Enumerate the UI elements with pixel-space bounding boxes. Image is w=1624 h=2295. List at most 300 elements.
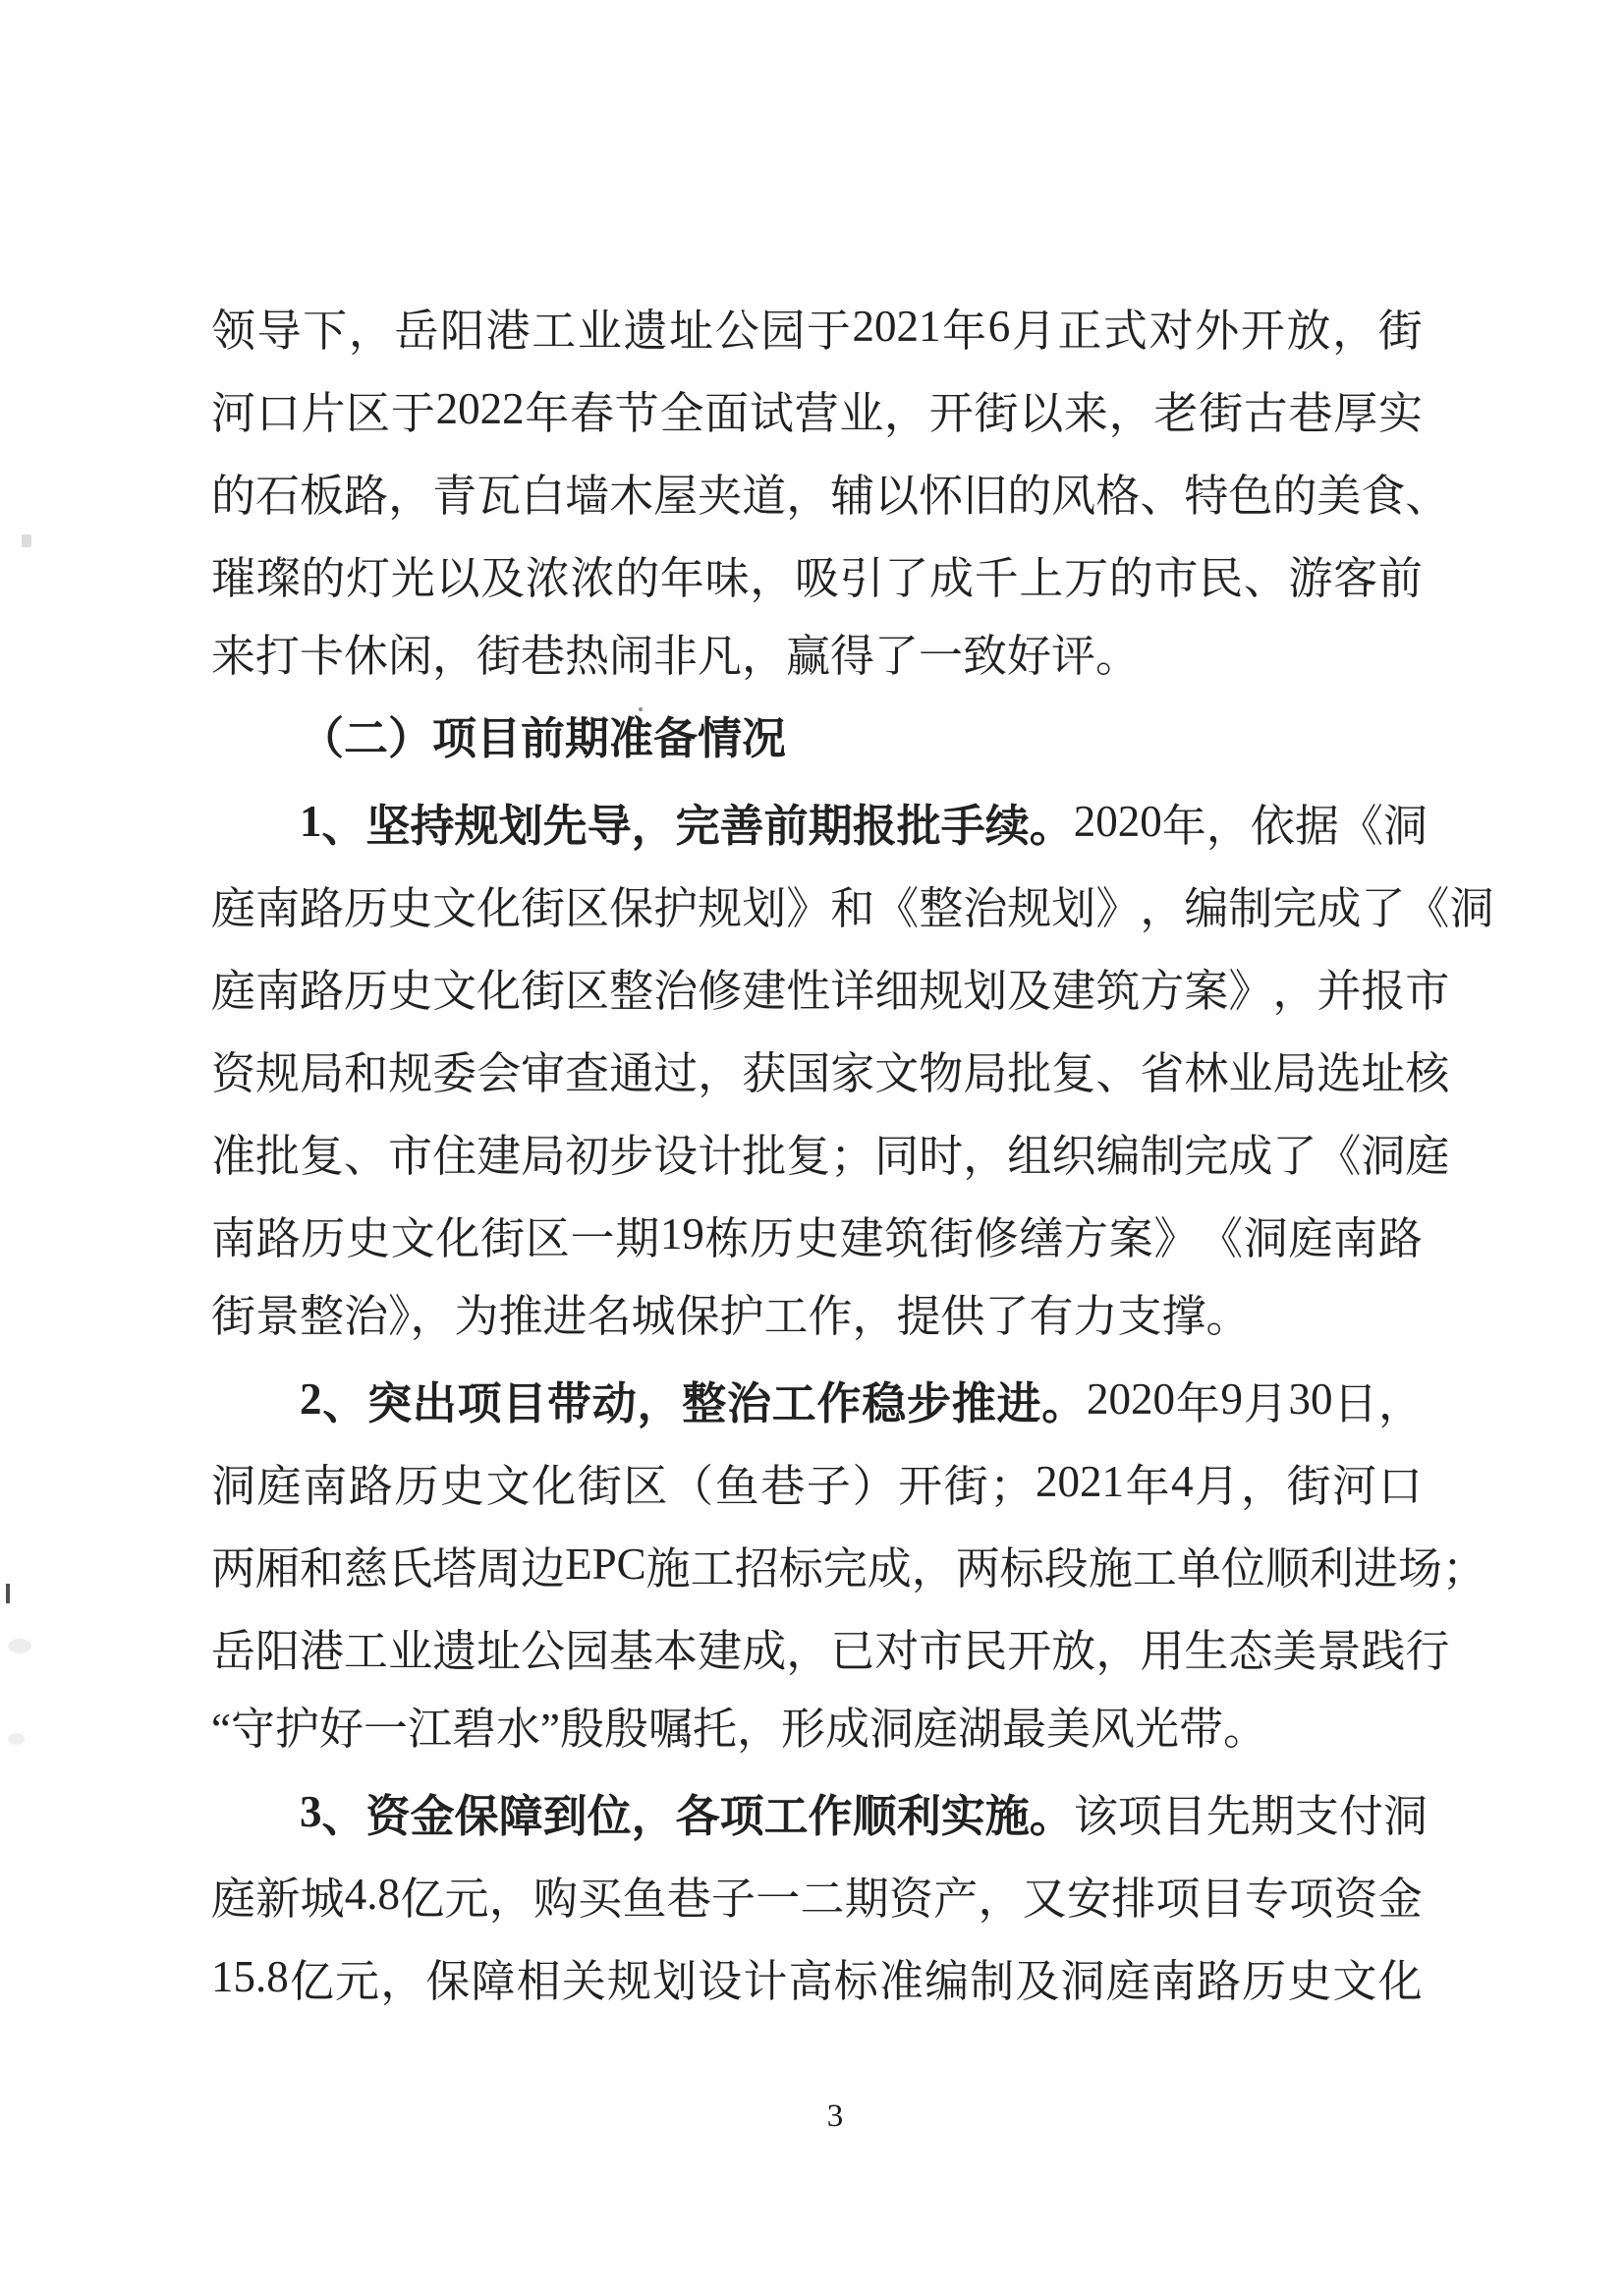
- text-token: 划: [498, 801, 543, 851]
- text-token: 用: [1140, 1626, 1185, 1676]
- document-line: [211, 532, 1423, 615]
- text-token: 栋: [704, 1213, 750, 1263]
- text-token: 践: [1361, 1626, 1406, 1676]
- text-token: 标: [778, 1543, 823, 1594]
- text-segment: 街景整治》，为推进名城保护工作，提供了有力支撑。: [211, 1292, 1251, 1341]
- text-token: 洞: [1382, 801, 1428, 851]
- text-token: 、: [344, 1131, 389, 1181]
- text-token: 阳: [440, 306, 485, 356]
- text-token: 文: [390, 1213, 435, 1263]
- text-token: ，: [963, 1131, 1008, 1181]
- text-token: 路: [348, 1461, 393, 1511]
- text-token: 南: [211, 1213, 256, 1263]
- text-token: 案: [1108, 1213, 1153, 1263]
- text-token: 又: [1022, 1874, 1067, 1924]
- text-token: 。: [1029, 801, 1074, 851]
- text-token: 工: [763, 1791, 809, 1841]
- text-token: 洞: [1361, 1131, 1406, 1181]
- text-token: 施: [645, 1543, 691, 1594]
- document-line: [211, 1523, 1486, 1605]
- text-token: 以: [874, 471, 920, 521]
- text-token: 街: [521, 883, 566, 933]
- text-token: 历: [344, 966, 389, 1016]
- text-token: 南: [255, 883, 301, 933]
- text-token: 据: [1294, 801, 1339, 851]
- text-token: （: [669, 1461, 714, 1511]
- text-token: 月: [1243, 1378, 1288, 1428]
- text-token: 屋: [653, 471, 699, 521]
- text-token: 慈: [344, 1543, 389, 1594]
- text-token: 一: [756, 1874, 801, 1924]
- text-token: 整: [682, 1378, 727, 1428]
- text-token: 局: [963, 1048, 1008, 1098]
- text-token: 付: [1338, 1791, 1383, 1841]
- text-token: 治: [653, 966, 699, 1016]
- text-token: 保: [609, 883, 654, 933]
- document-body: [211, 285, 1494, 2018]
- text-token: 》: [1095, 883, 1141, 933]
- text-token: 年: [659, 553, 704, 603]
- text-token: 支: [1294, 1791, 1339, 1841]
- text-token: 和: [300, 1543, 345, 1594]
- text-token: 新: [255, 1874, 301, 1924]
- text-token: 引: [839, 553, 884, 603]
- text-token: 动: [591, 1378, 637, 1428]
- text-token: 项: [457, 1378, 502, 1428]
- text-token: 护: [653, 883, 699, 933]
- text-token: 厚: [1333, 388, 1378, 438]
- text-token: 、: [1405, 471, 1450, 521]
- text-token: 庭: [1405, 1131, 1450, 1181]
- text-token: 、: [1095, 1048, 1141, 1098]
- text-token: 年: [1161, 801, 1206, 851]
- text-token: 街: [928, 1213, 974, 1263]
- text-token: 老: [1153, 388, 1199, 438]
- text-token: 元: [444, 1874, 489, 1924]
- text-token: 产: [933, 1874, 979, 1924]
- text-token: 准: [878, 1956, 924, 2006]
- text-token: 物: [919, 1048, 964, 1098]
- text-token: 推: [951, 1378, 996, 1428]
- text-token: 并: [1316, 966, 1362, 1016]
- text-token: 方: [1140, 966, 1185, 1016]
- text-token: 板: [300, 471, 345, 521]
- text-token: 《: [1405, 883, 1450, 933]
- text-token: 划: [1051, 883, 1096, 933]
- text-token: 河: [211, 388, 256, 438]
- text-token: 营: [794, 388, 839, 438]
- text-token: 作: [808, 1791, 853, 1841]
- text-token: ，: [911, 1543, 956, 1594]
- text-token: 进: [1353, 1543, 1398, 1594]
- text-token: 组: [1007, 1131, 1052, 1181]
- text-token: 实: [940, 1791, 985, 1841]
- text-token: 招: [734, 1543, 779, 1594]
- text-token: 目: [1200, 1874, 1245, 1924]
- text-token: 青: [432, 471, 477, 521]
- text-token: 业: [1228, 1048, 1273, 1098]
- text-token: 化: [476, 966, 522, 1016]
- text-token: 设: [653, 1131, 699, 1181]
- text-token: ，: [348, 306, 393, 356]
- text-token: 了: [1361, 883, 1406, 933]
- text-token: 片: [301, 388, 346, 438]
- text-token: 态: [1228, 1626, 1273, 1676]
- text-token: 两: [955, 1543, 1000, 1594]
- text-token: ，: [1377, 1378, 1423, 1428]
- text-token: 港: [485, 306, 531, 356]
- text-token: 日: [1333, 1378, 1378, 1428]
- text-token: 旧: [963, 471, 1008, 521]
- text-token: 顺: [852, 1791, 897, 1841]
- text-token: 步: [609, 1131, 654, 1181]
- text-token: 洞: [1243, 1213, 1288, 1263]
- text-token: 方: [1064, 1213, 1109, 1263]
- text-token: 阳: [255, 1626, 301, 1676]
- text-token: 资: [888, 1874, 933, 1924]
- text-token: 成: [1228, 1131, 1273, 1181]
- text-token: ，: [884, 388, 929, 438]
- text-token: 过: [653, 1048, 699, 1098]
- text-token: 建: [476, 1131, 522, 1181]
- text-token: 4: [1171, 1457, 1194, 1506]
- text-token: 客: [1333, 553, 1378, 603]
- text-token: 项: [719, 1791, 764, 1841]
- text-token: 2020: [1073, 797, 1162, 846]
- text-token: 出: [412, 1378, 457, 1428]
- text-token: 场: [1397, 1543, 1442, 1594]
- text-token: 坚: [365, 801, 411, 851]
- text-token: 施: [1088, 1543, 1133, 1594]
- text-token: 千: [974, 553, 1019, 603]
- text-token: 子: [806, 1461, 851, 1511]
- text-token: 两: [211, 1543, 256, 1594]
- text-token: 街: [1199, 388, 1244, 438]
- text-token: 专: [1244, 1874, 1289, 1924]
- text-token: 路: [1377, 1213, 1423, 1263]
- text-token: 。: [1041, 1378, 1087, 1428]
- text-token: 审: [521, 1048, 566, 1098]
- text-token: ，: [631, 1791, 676, 1841]
- text-token: 持: [410, 801, 455, 851]
- document-line: [211, 1853, 1423, 1935]
- text-token: 完: [1184, 1131, 1229, 1181]
- text-token: 到: [542, 1791, 588, 1841]
- text-token: 的: [1108, 553, 1153, 603]
- text-token: 性: [786, 966, 831, 1016]
- text-token: 设: [698, 1956, 743, 2006]
- text-token: 和: [830, 883, 875, 933]
- text-token: 景: [1316, 1626, 1362, 1676]
- text-token: 庭: [211, 966, 256, 1016]
- text-token: 计: [698, 1131, 743, 1181]
- text-token: 段: [1043, 1543, 1089, 1594]
- text-token: 局: [300, 1048, 345, 1098]
- text-token: 利: [1309, 1543, 1354, 1594]
- document-line: [211, 450, 1450, 532]
- text-token: 文: [874, 1048, 920, 1098]
- text-token: 浓: [570, 553, 615, 603]
- text-token: 筑: [1095, 966, 1141, 1016]
- text-token: 庭: [256, 1461, 302, 1511]
- text-token: 、: [322, 1378, 367, 1428]
- text-token: 建: [1051, 966, 1096, 1016]
- text-token: 完: [675, 801, 720, 851]
- text-token: 家: [830, 1048, 875, 1098]
- text-token: ，: [978, 1874, 1023, 1924]
- document-line: [211, 1110, 1450, 1193]
- text-token: 时: [919, 1131, 964, 1181]
- text-token: 织: [1051, 1131, 1096, 1181]
- text-token: 、: [321, 1791, 366, 1841]
- text-token: 划: [742, 883, 787, 933]
- text-token: 厢: [255, 1543, 301, 1594]
- text-token: 省: [1140, 1048, 1185, 1098]
- text-token: 特: [1184, 471, 1229, 521]
- text-token: 选: [1316, 1048, 1362, 1098]
- text-token: 史: [388, 966, 433, 1016]
- text-token: 周: [476, 1543, 522, 1594]
- text-token: 洞: [211, 1461, 256, 1511]
- text-token: 春: [570, 388, 615, 438]
- text-token: 街: [1377, 306, 1423, 356]
- text-token: 购: [532, 1874, 578, 1924]
- text-token: 路: [1197, 1956, 1242, 2006]
- text-token: 报: [1361, 966, 1406, 1016]
- text-token: 完: [1272, 883, 1317, 933]
- text-token: 依: [1250, 801, 1295, 851]
- text-token: 及: [480, 553, 526, 603]
- text-token: 实: [1377, 388, 1423, 438]
- scan-artifact-speck: [22, 534, 31, 547]
- text-token: 鱼: [714, 1461, 759, 1511]
- text-token: 月: [1195, 1461, 1240, 1511]
- text-token: 光: [390, 553, 435, 603]
- text-token: 单: [1176, 1543, 1221, 1594]
- text-token: 带: [546, 1378, 591, 1428]
- text-token: 标: [999, 1543, 1044, 1594]
- text-token: 区: [565, 966, 610, 1016]
- text-token: 面: [704, 388, 750, 438]
- text-token: 规: [388, 1048, 433, 1098]
- text-token: 《: [1338, 801, 1383, 851]
- text-token: 岳: [394, 306, 439, 356]
- text-token: 民: [963, 1626, 1008, 1676]
- text-token: 稳: [862, 1378, 907, 1428]
- text-token: 案: [1184, 966, 1229, 1016]
- text-token: 标: [833, 1956, 878, 2006]
- text-token: 查: [565, 1048, 610, 1098]
- text-token: 口: [255, 388, 301, 438]
- text-token: 编: [1095, 1131, 1141, 1181]
- text-token: 6: [987, 302, 1011, 351]
- text-token: 4.8: [344, 1870, 400, 1919]
- text-token: ，: [750, 553, 795, 603]
- document-line: [211, 780, 1428, 863]
- document-line: [211, 1193, 1423, 1275]
- text-token: 璨: [255, 553, 301, 603]
- text-token: 园: [760, 306, 806, 356]
- text-token: 手: [940, 801, 985, 851]
- text-token: 址: [476, 1626, 522, 1676]
- text-token: 外: [1195, 306, 1240, 356]
- text-token: 一: [570, 1213, 615, 1263]
- text-token: 治: [726, 1378, 771, 1428]
- text-token: 港: [300, 1626, 345, 1676]
- text-token: 史: [794, 1213, 839, 1263]
- text-token: 制: [1228, 883, 1273, 933]
- text-token: 前: [763, 801, 809, 851]
- text-token: 年: [1175, 1378, 1220, 1428]
- text-token: 遗: [623, 306, 668, 356]
- text-token: 市: [388, 1131, 433, 1181]
- text-token: 顺: [1264, 1543, 1310, 1594]
- text-token: 亿: [400, 1874, 445, 1924]
- text-token: 生: [1184, 1626, 1229, 1676]
- text-token: ，: [1332, 306, 1377, 356]
- text-token: 筑: [884, 1213, 929, 1263]
- text-token: 南: [255, 966, 301, 1016]
- text-token: 行: [1405, 1626, 1450, 1676]
- text-token: 工: [690, 1543, 735, 1594]
- text-token: ，: [698, 1048, 743, 1098]
- text-token: 各: [675, 1791, 720, 1841]
- text-token: 通: [609, 1048, 654, 1098]
- text-token: 《: [1316, 1131, 1362, 1181]
- text-token: 庭: [211, 883, 256, 933]
- text-token: 史: [440, 1461, 485, 1511]
- text-token: 障: [471, 1956, 516, 2006]
- text-token: 色: [1228, 471, 1273, 521]
- text-token: 吸: [794, 553, 839, 603]
- text-token: 9: [1220, 1374, 1243, 1424]
- text-token: 建: [839, 1213, 884, 1263]
- text-token: 金: [410, 1791, 455, 1841]
- text-token: 整: [919, 883, 964, 933]
- text-token: 缮: [1019, 1213, 1064, 1263]
- text-segment: （二）项目前期准备情况: [300, 714, 787, 763]
- text-token: 2020: [1086, 1374, 1175, 1424]
- text-token: 制: [1140, 1131, 1185, 1181]
- text-token: 石: [255, 471, 301, 521]
- text-token: 历: [301, 1213, 346, 1263]
- text-token: 期: [1250, 1791, 1295, 1841]
- text-token: 规: [255, 1048, 301, 1098]
- text-token: 1: [300, 797, 322, 846]
- text-token: 夹: [698, 471, 743, 521]
- text-token: 道: [742, 471, 787, 521]
- text-token: 口: [1377, 1461, 1423, 1511]
- text-token: 前: [1377, 553, 1423, 603]
- text-token: 善: [719, 801, 764, 851]
- document-line: [211, 1440, 1423, 1523]
- text-token: 街: [521, 966, 566, 1016]
- text-token: 庭: [1288, 1213, 1333, 1263]
- text-token: 2021: [1035, 1457, 1124, 1506]
- text-token: 成: [867, 1543, 912, 1594]
- text-token: 开: [928, 388, 974, 438]
- text-token: 历: [1242, 1956, 1287, 2006]
- text-token: 相: [516, 1956, 561, 2006]
- text-token: 规: [606, 1956, 651, 2006]
- text-token: 区: [623, 1461, 668, 1511]
- text-token: 化: [532, 1461, 577, 1511]
- text-token: 放: [1051, 1626, 1096, 1676]
- text-token: 食: [1361, 471, 1406, 521]
- scan-artifact-smudge: [8, 1733, 25, 1745]
- text-token: 业: [577, 306, 622, 356]
- text-token: ）: [852, 1461, 897, 1511]
- text-token: 元: [335, 1956, 380, 2006]
- text-token: 国: [786, 1048, 831, 1098]
- text-token: 洞: [1060, 1956, 1105, 2006]
- text-token: 排: [1111, 1874, 1156, 1924]
- text-token: 市: [1405, 966, 1450, 1016]
- text-token: 该: [1073, 1791, 1118, 1841]
- text-token: 林: [1184, 1048, 1229, 1098]
- text-token: 塔: [432, 1543, 477, 1594]
- text-token: 资: [365, 1791, 411, 1841]
- text-token: 局: [521, 1131, 566, 1181]
- text-token: 下: [303, 306, 348, 356]
- text-token: 于: [806, 306, 851, 356]
- text-token: 初: [565, 1131, 610, 1181]
- text-token: 准: [211, 1131, 256, 1181]
- text-token: 的: [211, 471, 256, 521]
- text-token: 资: [211, 1048, 256, 1098]
- text-token: 文: [432, 883, 477, 933]
- text-token: 节: [614, 388, 659, 438]
- text-token: 保: [425, 1956, 471, 2006]
- text-token: 详: [830, 966, 875, 1016]
- document-line: [211, 1028, 1450, 1110]
- text-token: 计: [743, 1956, 788, 2006]
- text-token: 已: [830, 1626, 875, 1676]
- text-token: 开: [1240, 306, 1285, 356]
- text-token: 目: [502, 1378, 547, 1428]
- text-token: 化: [1377, 1956, 1423, 2006]
- text-token: 月: [1011, 306, 1056, 356]
- text-token: 工: [532, 306, 577, 356]
- text-token: 金: [1377, 1874, 1423, 1924]
- text-token: ，: [1272, 966, 1317, 1016]
- text-token: 公: [521, 1626, 566, 1676]
- text-token: 施: [984, 1791, 1030, 1841]
- text-token: 工: [1132, 1543, 1177, 1594]
- text-token: 修: [974, 1213, 1019, 1263]
- text-token: 业: [839, 388, 884, 438]
- text-token: 获: [742, 1048, 787, 1098]
- text-token: ，: [1205, 801, 1251, 851]
- text-token: 工: [771, 1378, 816, 1428]
- text-token: ，: [1095, 1626, 1141, 1676]
- document-line: [211, 1605, 1450, 1688]
- text-token: 城: [300, 1874, 345, 1924]
- text-token: 报: [852, 801, 897, 851]
- text-token: ，: [786, 1626, 831, 1676]
- text-token: 开: [1007, 1626, 1052, 1676]
- text-token: 对: [874, 1626, 920, 1676]
- text-token: 址: [1361, 1048, 1406, 1098]
- text-token: ，: [1240, 1461, 1285, 1511]
- text-token: 、: [1140, 471, 1185, 521]
- text-token: 放: [1286, 306, 1331, 356]
- text-token: 了: [1272, 1131, 1317, 1181]
- text-token: ，: [380, 1956, 425, 2006]
- text-token: 复: [786, 1131, 831, 1181]
- text-token: 二: [800, 1874, 845, 1924]
- text-token: 文: [485, 1461, 531, 1511]
